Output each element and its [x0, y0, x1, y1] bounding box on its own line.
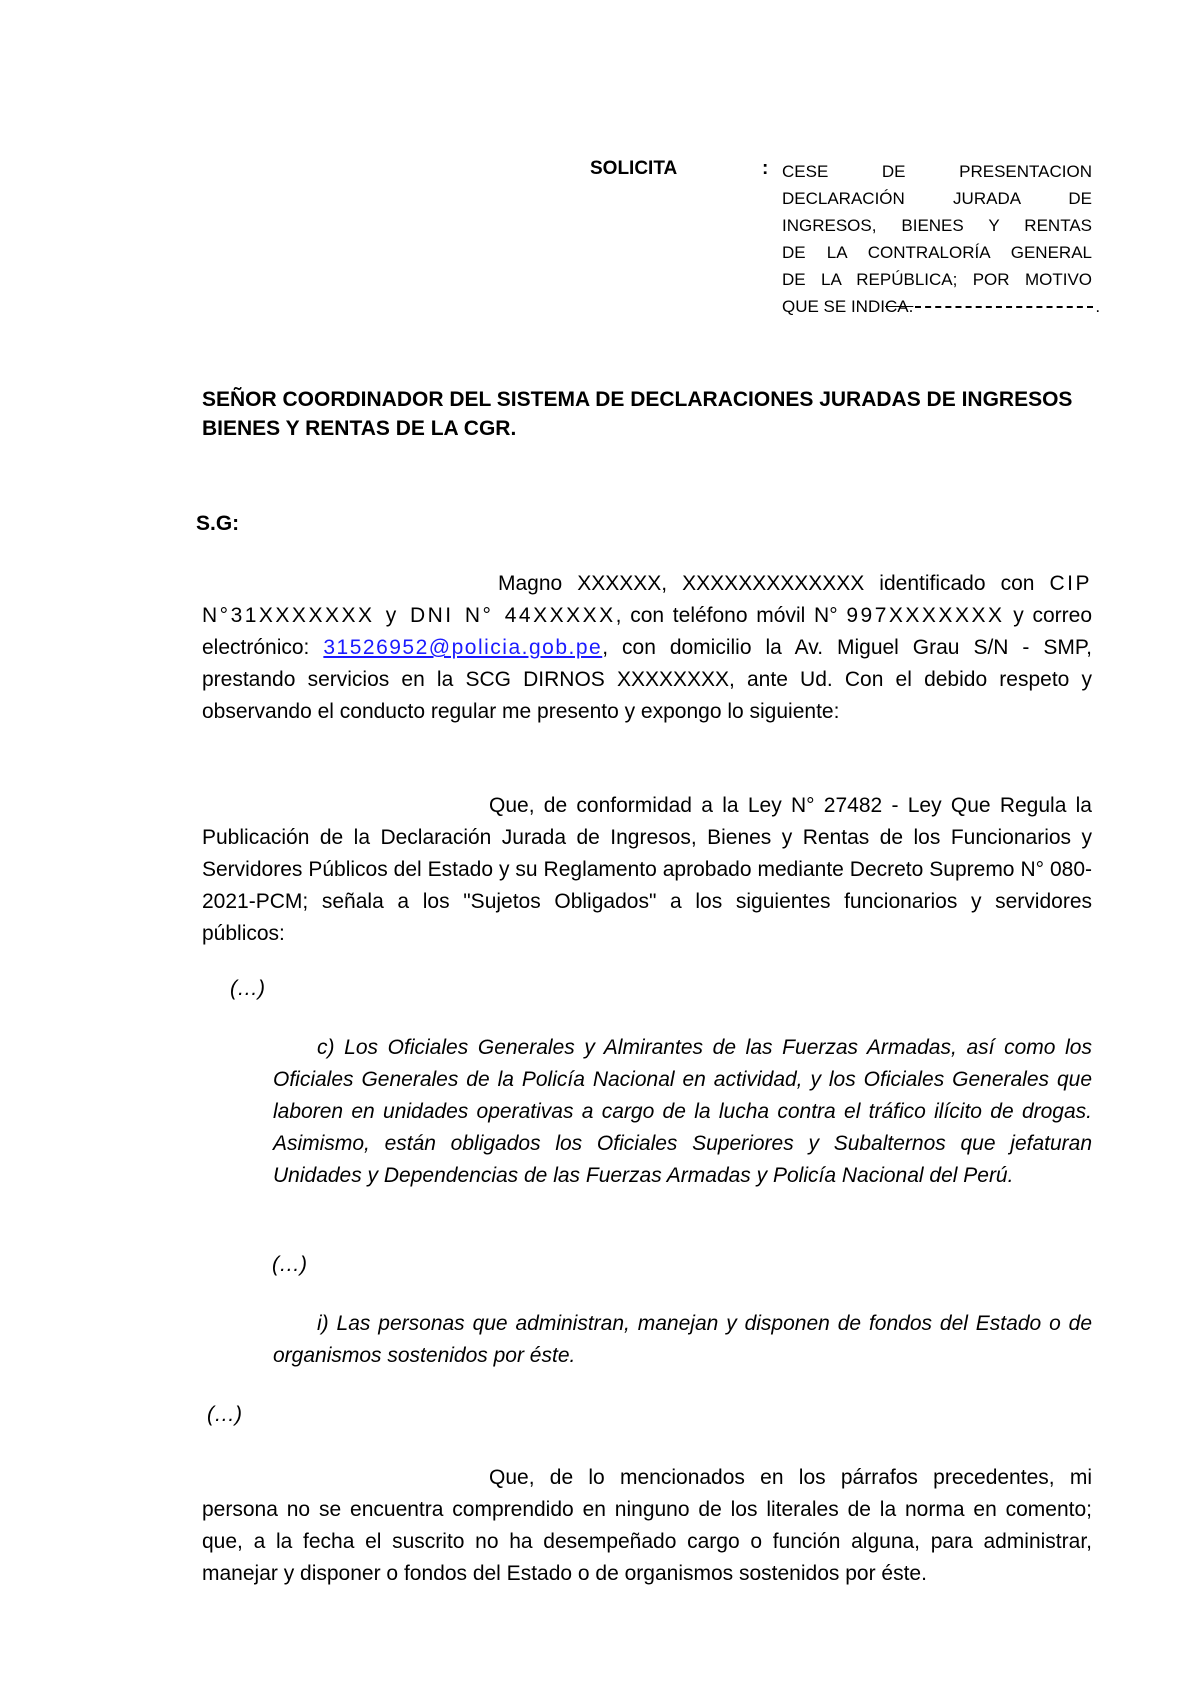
intro-paragraph	[202, 568, 1092, 728]
solicita-struck-text: CA.	[884, 297, 914, 316]
intro-part5: y correo electrónico:	[202, 604, 1092, 659]
law-paragraph-text: Que, de conformidad a la Ley N° 27482 - Ley Que Regula la Publicación de la Declaración Jurada de Ingresos, Bienes y Rentas de los Funcionarios y Servidores Públicos del Estado y su Reglamento aprobado mediante Decreto Supremo N° 080-2021-PCM; señala a los "Sujetos Obligados" a los siguientes funcionarios y servidores públicos:	[202, 794, 1092, 945]
intro-part6: , con domicilio la Av. Miguel Grau S/N - SMP, prestando servicios en la SCG DIRNOS XXXXXXXX, ante Ud. Con el debido respeto y observando el conducto regular me presento y expongo lo siguiente:	[202, 636, 1092, 723]
conclusion-text: Que, de lo mencionados en los párrafos precedentes, mi persona no se encuentra comprendido en ninguno de los literales de la norma en comento; que, a la fecha el suscrito no ha desempeñado cargo o función alguna, para administrar, manejar y disponer o fondos del Estado o de organismos sostenidos por éste.	[202, 1466, 1092, 1585]
ellipsis-marker: (…)	[207, 1403, 242, 1426]
quote-literal-c-text: c) Los Oficiales Generales y Almirantes de las Fuerzas Armadas, así como los Oficiales Generales de la Policía Nacional en actividad, y los Oficiales Generales que laboren en unidades operativas a cargo de la lucha contra el tráfico ilícito de drogas. Asimismo, están obligados los Oficiales Superiores y Subalternos que jefaturan Unidades y Dependencias de las Fuerzas Armadas y Policía Nacional del Perú.	[273, 1036, 1092, 1187]
solicita-last-end: .	[1095, 297, 1101, 316]
law-paragraph	[202, 790, 1092, 950]
solicita-colon: :	[762, 158, 769, 179]
email-link[interactable]: 31526952@policia.gob.pe	[323, 636, 603, 659]
addressee-heading: SEÑOR COORDINADOR DEL SISTEMA DE DECLARACIONES JURADAS DE INGRESOS BIENES Y RENTAS DE LA CGR.	[202, 388, 1073, 440]
intro-part3: , con teléfono móvil N°	[615, 604, 847, 627]
quote-literal-i-text: i) Las personas que administran, manejan y disponen de fondos del Estado o de organismos sostenidos por éste.	[273, 1312, 1092, 1367]
ellipsis-marker: (…)	[272, 1253, 307, 1276]
conclusion-paragraph	[202, 1462, 1092, 1590]
quote-literal-c	[273, 1032, 1092, 1192]
solicita-line: INGRESOS, BIENES Y RENTAS	[782, 216, 1092, 235]
solicita-line: DECLARACIÓN JURADA DE	[782, 189, 1092, 208]
intro-phone: 997XXXXXXX	[846, 604, 1005, 627]
solicita-line: DE LA REPÚBLICA; POR MOTIVO	[782, 270, 1092, 289]
ellipsis-marker: (…)	[230, 977, 265, 1000]
solicita-label: SOLICITA	[590, 158, 678, 179]
intro-part1: Magno XXXXXX, XXXXXXXXXXXXX identificado con	[498, 572, 1050, 595]
solicita-last-line	[782, 293, 1101, 320]
intro-ids: CIP N°31XXXXXXX y DNI N° 44XXXXX	[202, 572, 1092, 627]
solicita-text	[782, 158, 1101, 320]
solicita-line: DE LA CONTRALORÍA GENERAL	[782, 243, 1092, 262]
dashed-fill-line	[915, 306, 1093, 308]
quote-literal-i	[273, 1308, 1092, 1372]
solicita-last-start: QUE SE INDI	[782, 297, 885, 316]
salutation: S.G:	[196, 512, 240, 535]
solicita-line: CESE DE PRESENTACION	[782, 162, 1092, 181]
